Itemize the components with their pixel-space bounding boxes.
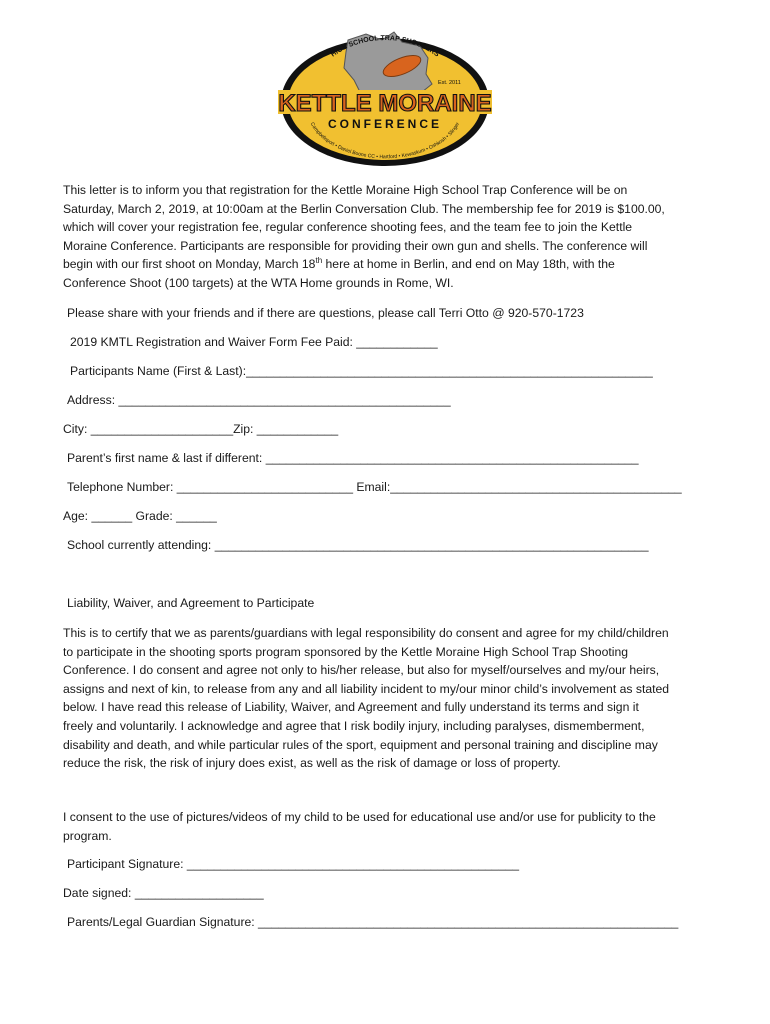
consent-line: program. — [63, 828, 112, 843]
waiver-heading: Liability, Waiver, and Agreement to Participate — [67, 596, 315, 610]
intro-line: Moraine Conference. Participants are responsible for providing their own gun and shells. The conference will — [63, 238, 648, 253]
date-signed-field[interactable]: Date signed: ___________________ — [63, 886, 264, 900]
waiver-line: Conference. I do consent and agree not only to his/her release, but also for myself/ourselves and my/our heirs, — [63, 663, 660, 678]
phone-email-field[interactable]: Telephone Number: __________________________ Email:___________________________________________ — [67, 480, 682, 494]
participant-name-field[interactable]: Participants Name (First & Last):____________________________________________________________ — [70, 364, 653, 378]
intro-line: Conference Shoot (100 targets) at the WTA Home grounds in Rome, WI. — [63, 275, 454, 290]
intro-line: This letter is to inform you that registration for the Kettle Moraine High School Trap Conference will be on — [63, 183, 628, 197]
parent-name-field[interactable]: Parent’s first name & last if different: _______________________________________________________ — [67, 451, 639, 465]
logo-bottom-text: Campbellsport • Daniel Boone CC • Hartford • Kewaskum • Oshkosh • Slinger — [308, 121, 462, 161]
intro-paragraph — [63, 181, 665, 293]
contact-line: Please share with your friends and if there are questions, please call Terri Otto @ 920-570-1723 — [67, 306, 584, 320]
consent-paragraph — [63, 808, 656, 845]
waiver-line: assigns and next of kin, to release from any and all liability incident to my/our minor child’s involvement as stated — [63, 681, 670, 696]
guardian-signature-field[interactable]: Parents/Legal Guardian Signature: ______________________________________________________________ — [67, 915, 679, 929]
logo-conference: CONFERENCE — [327, 117, 443, 131]
form-title: 2019 KMTL Registration and Waiver Form Fee Paid: ____________ — [70, 335, 438, 349]
logo-name: KETTLE MORAINE — [278, 90, 492, 117]
logo-est-text: Est. 2011 — [438, 80, 461, 86]
city-zip-field[interactable]: City: _____________________Zip: ____________ — [63, 422, 339, 436]
age-grade-field[interactable]: Age: ______ Grade: ______ — [63, 509, 217, 523]
participant-signature-field[interactable]: Participant Signature: _________________________________________________ — [67, 857, 520, 871]
kettle-moraine-logo — [270, 22, 500, 172]
intro-line — [63, 255, 665, 274]
waiver-line: to participate in the shooting sports program sponsored by the Kettle Moraine High School Trap Shooting — [63, 644, 629, 659]
intro-line-part: begin with our first shoot on Monday, March 18 — [63, 257, 316, 272]
waiver-line: below. I have read this release of Liability, Waiver, and Agreement and fully understand its terms and sign it — [63, 700, 639, 715]
intro-line-part: here at home in Berlin, and end on May 18th, with the — [322, 257, 615, 272]
waiver-paragraph — [63, 624, 669, 773]
consent-line: I consent to the use of pictures/videos of my child to be used for educational use and/or use for publicity to the — [63, 810, 656, 824]
waiver-line: reduce the risk, the risk of injury does exist, as well as the risk of damage or loss of property. — [63, 756, 561, 771]
intro-line: which will cover your registration fee, regular conference shooting fees, and the team fee to join the Kettle — [63, 220, 633, 235]
intro-line: Saturday, March 2, 2019, at 10:00am at the Berlin Conversation Club. The membership fee for 2019 is $100.00, — [63, 201, 665, 216]
ordinal-suffix: th — [315, 256, 323, 266]
waiver-line: freely and voluntarily. I acknowledge and agree that I risk bodily injury, including paralyses, dismemberment, — [63, 718, 645, 733]
logo-top-text: HIGH SCHOOL TRAP SHOOTERS — [329, 34, 441, 59]
address-field[interactable]: Address: _________________________________________________ — [67, 393, 451, 407]
waiver-line: disability and death, and while particular rules of the sport, equipment and personal training and discipline may — [63, 737, 658, 752]
school-field[interactable]: School currently attending: ________________________________________________________________ — [67, 538, 649, 552]
waiver-line: This is to certify that we as parents/guardians with legal responsibility do consent and agree for my child/children — [63, 626, 669, 640]
